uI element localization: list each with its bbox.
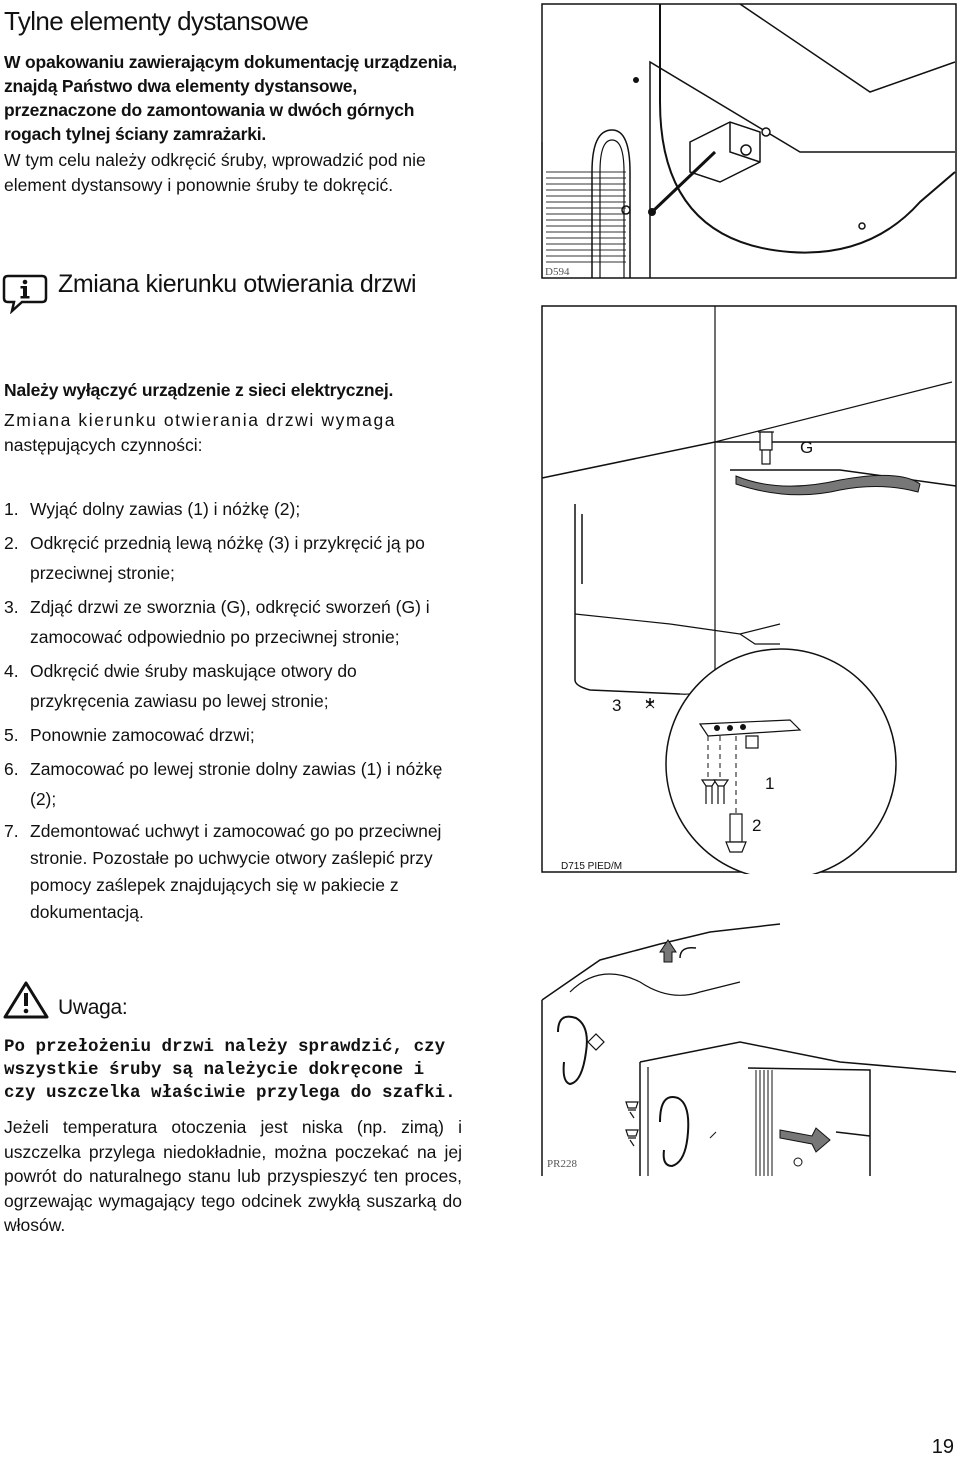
figure-code-pr228: PR228 <box>547 1158 577 1170</box>
label-2: 2 <box>752 816 762 835</box>
heading-door-reversal: Zmiana kierunku otwierania drzwi <box>58 270 417 298</box>
page-number: 19 <box>931 1436 954 1458</box>
warning-paragraph: Jeżeli temperatura otoczenia jest niska (np. zimą) i uszczelka przylega niedokładnie, można poczekać na jej powrót do naturalnego stanu lub przyspieszyć ten proces, ogrzewając wymagający tego odcinek zwykłą suszarką do włosów. <box>4 1117 462 1235</box>
heading-spacers: Tylne elementy dystansowe <box>4 6 309 36</box>
door-intro-line2: następujących czynności: <box>4 434 203 455</box>
list-item: 4. Odkręcić dwie śruby maskujące otwory do przykręcenia zawiasu po lewej stronie; <box>4 661 357 711</box>
figure-spacer-fitting <box>540 2 958 280</box>
figure-code-d594: D594 <box>545 266 570 278</box>
spacers-bold-paragraph: W opakowaniu zawierającym dokumentację urządzenia, znajdą Państwo dwa elementy dystansowe, przeznaczone do zamontowania w dwóch górnych rogach tylnej ściany zamrażarki. <box>4 52 457 144</box>
steps-list <box>4 494 460 926</box>
list-item: 2. Odkręcić przednią lewą nóżkę (3) i przykręcić ją po przeciwnej stronie; <box>4 533 425 583</box>
info-icon <box>2 272 48 314</box>
list-item: 1. Wyjąć dolny zawias (1) i nóżkę (2); <box>4 499 301 519</box>
warning-bold-paragraph: Po przełożeniu drzwi należy sprawdzić, czy wszystkie śruby są należycie dokręcone i czy uszczelka właściwie przylega do szafki. <box>4 1037 456 1103</box>
door-intro-line1: Zmiana kierunku otwierania drzwi wymaga <box>4 410 397 430</box>
figure-code-d715: D715 PIED/M <box>561 861 623 872</box>
label-3: 3 <box>612 696 622 715</box>
label-g: G <box>800 438 814 457</box>
figure-handle-reversal <box>540 922 958 1178</box>
heading-warning: Uwaga: <box>58 996 128 1019</box>
spacers-paragraph: W tym celu należy odkręcić śruby, wprowadzić pod nie element dystansowy i ponownie śruby te dokręcić. <box>4 150 426 195</box>
figure-door-hinge <box>540 304 958 874</box>
list-item: 5. Ponownie zamocować drzwi; <box>4 725 255 745</box>
list-item: 7. Zdemontować uchwyt i zamocować go po przeciwnej stronie. Pozostałe po uchwycie otwory zaślepić przy pomocy zaślepek znajdujących się w pakiecie z dokumentacją. <box>4 821 442 922</box>
list-item: 6. Zamocować po lewej stronie dolny zawias (1) i nóżkę (2); <box>4 759 443 809</box>
label-1: 1 <box>765 774 775 793</box>
list-item: 3. Zdjąć drzwi ze sworznia (G), odkręcić sworzeń (G) i zamocować odpowiednio po przeciwnej stronie; <box>4 597 430 647</box>
warning-icon <box>2 980 50 1020</box>
door-bold-paragraph: Należy wyłączyć urządzenie z sieci elektrycznej. <box>4 380 394 400</box>
